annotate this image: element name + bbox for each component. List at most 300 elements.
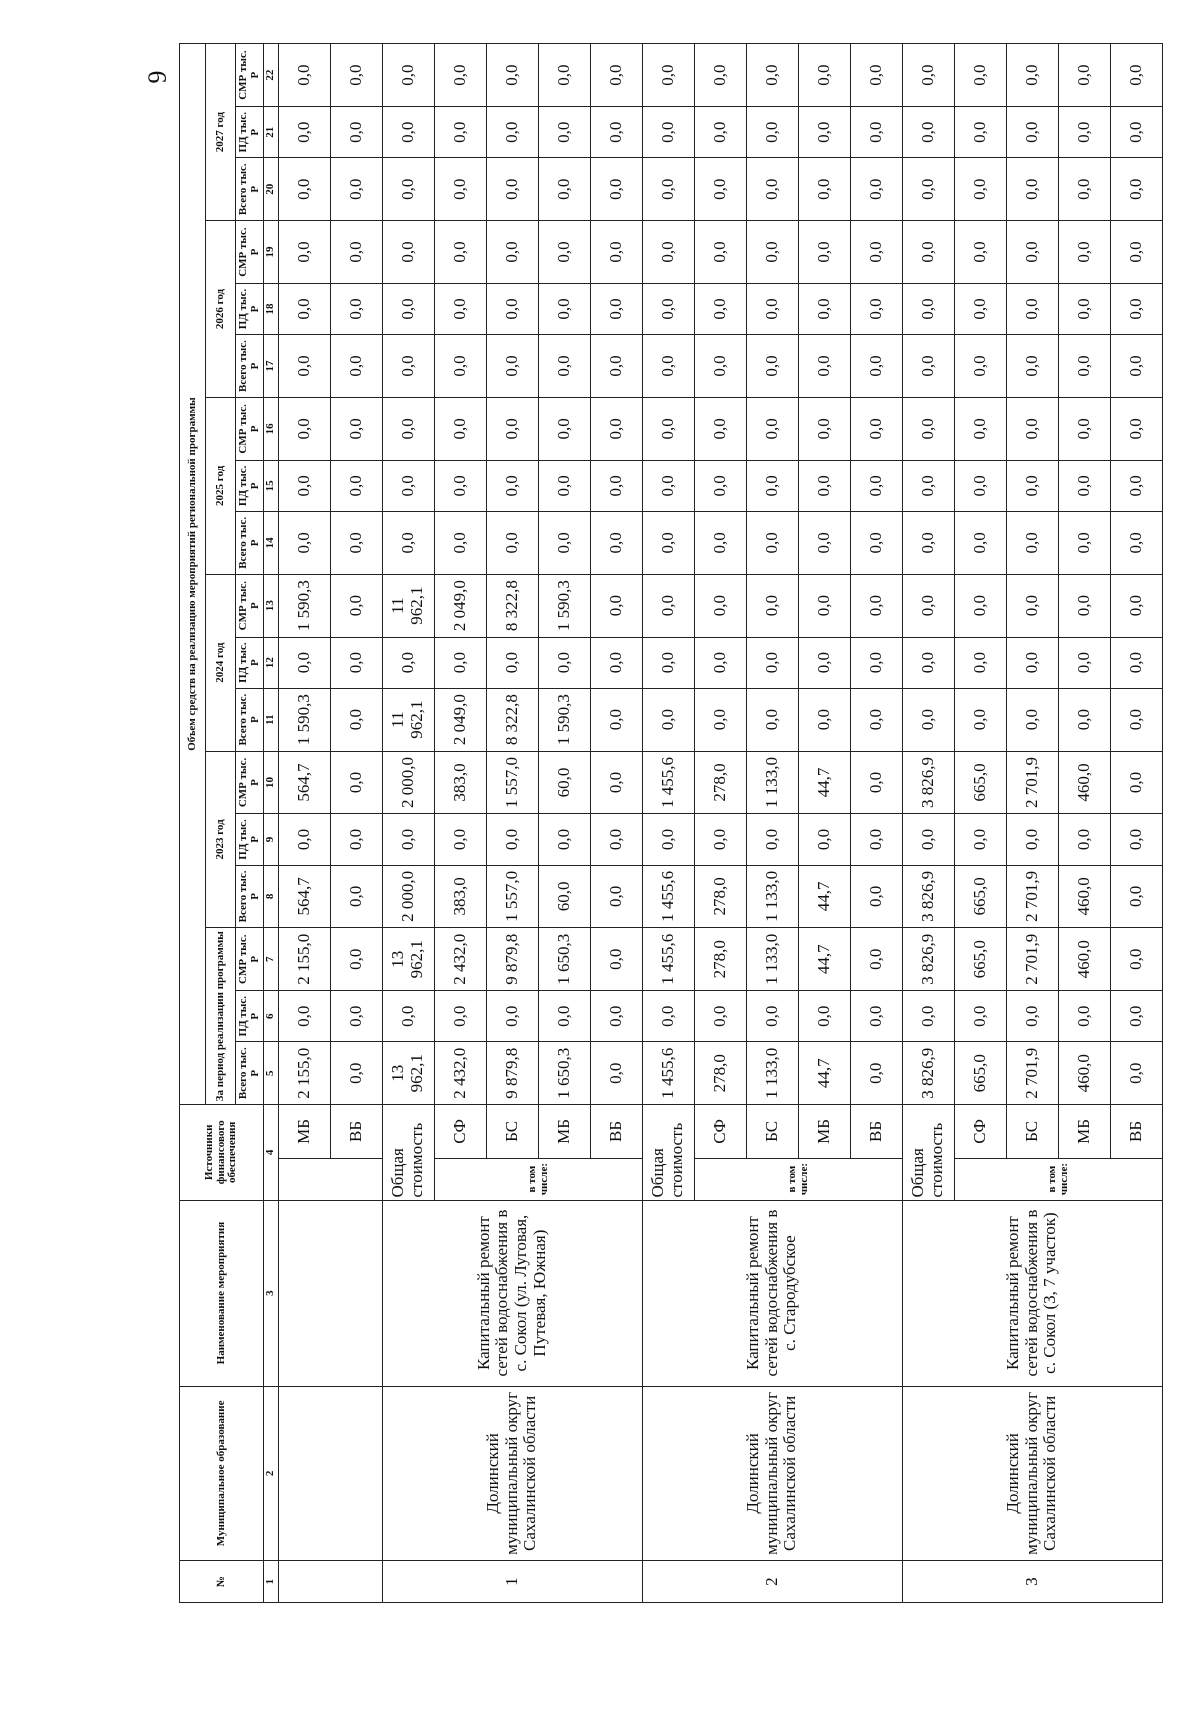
total-cost-label: Общая стоимость <box>642 1105 694 1200</box>
value-cell: 0,0 <box>590 460 642 511</box>
value-cell: 0,0 <box>590 283 642 334</box>
column-number: 15 <box>264 460 279 511</box>
value-cell: 0,0 <box>278 44 330 107</box>
value-cell: 1 590,3 <box>278 574 330 637</box>
value-cell: 0,0 <box>746 688 798 751</box>
value-cell: 0,0 <box>902 460 954 511</box>
value-cell: 0,0 <box>1110 511 1162 574</box>
table-row <box>902 44 954 1603</box>
value-cell: 0,0 <box>642 397 694 460</box>
value-cell: 1 455,6 <box>642 1042 694 1105</box>
value-cell: 0,0 <box>850 814 902 865</box>
value-cell: 0,0 <box>1006 511 1058 574</box>
value-cell: 665,0 <box>954 1042 1006 1105</box>
value-cell: 0,0 <box>1058 283 1110 334</box>
value-cell: 0,0 <box>642 991 694 1042</box>
value-cell: 0,0 <box>1110 814 1162 865</box>
value-cell: 0,0 <box>1058 107 1110 158</box>
value-cell: 0,0 <box>850 107 902 158</box>
value-cell: 0,0 <box>694 107 746 158</box>
column-number-row <box>264 44 279 1603</box>
value-cell: 0,0 <box>642 814 694 865</box>
value-cell: 0,0 <box>642 283 694 334</box>
value-cell: 0,0 <box>590 865 642 928</box>
value-cell: 0,0 <box>902 574 954 637</box>
value-cell: 0,0 <box>746 335 798 398</box>
table-row <box>642 44 694 1603</box>
value-cell: 0,0 <box>746 991 798 1042</box>
value-cell: 0,0 <box>486 637 538 688</box>
value-cell: 0,0 <box>330 751 382 814</box>
row-number: 3 <box>902 1561 1162 1603</box>
value-cell: 0,0 <box>486 158 538 221</box>
column-number: 9 <box>264 814 279 865</box>
value-cell: 0,0 <box>850 688 902 751</box>
value-cell: 0,0 <box>850 751 902 814</box>
measure-name: Капитальный ремонт сетей водоснабжения в с. Сокол (ул. Луговая, Путевая, Южная) <box>382 1200 642 1386</box>
value-cell: 665,0 <box>954 865 1006 928</box>
column-number: 18 <box>264 283 279 334</box>
value-cell: 0,0 <box>798 221 850 284</box>
value-cell: 0,0 <box>1006 335 1058 398</box>
row-number: 2 <box>642 1561 902 1603</box>
value-cell: 0,0 <box>850 991 902 1042</box>
value-cell: 0,0 <box>798 44 850 107</box>
value-cell: 0,0 <box>798 460 850 511</box>
column-number: 16 <box>264 397 279 460</box>
value-cell: 0,0 <box>1058 991 1110 1042</box>
value-cell: 0,0 <box>694 637 746 688</box>
value-cell: 0,0 <box>538 637 590 688</box>
value-cell: 0,0 <box>850 335 902 398</box>
source-cell: БС <box>746 1105 798 1159</box>
value-cell: 1 557,0 <box>486 751 538 814</box>
source-cell: МБ <box>538 1105 590 1159</box>
value-cell: 460,0 <box>1058 865 1110 928</box>
source-cell: СФ <box>954 1105 1006 1159</box>
subheader-cell: СМР тыс. Р <box>236 928 264 991</box>
header-period: За период реализации программы <box>206 928 236 1105</box>
value-cell: 0,0 <box>1110 397 1162 460</box>
value-cell: 0,0 <box>642 335 694 398</box>
value-cell: 0,0 <box>1058 814 1110 865</box>
value-cell: 0,0 <box>486 511 538 574</box>
value-cell: 0,0 <box>382 283 434 334</box>
source-cell: СФ <box>434 1105 486 1159</box>
value-cell: 44,7 <box>798 751 850 814</box>
value-cell: 665,0 <box>954 928 1006 991</box>
value-cell: 0,0 <box>278 511 330 574</box>
value-cell: 278,0 <box>694 928 746 991</box>
value-cell: 0,0 <box>746 574 798 637</box>
value-cell: 0,0 <box>850 1042 902 1105</box>
municipality: Долинский муниципальный округ Сахалинской области <box>382 1386 642 1560</box>
source-cell: ВБ <box>330 1105 382 1159</box>
municipality: Долинский муниципальный округ Сахалинской области <box>642 1386 902 1560</box>
value-cell: 0,0 <box>382 335 434 398</box>
value-cell: 0,0 <box>902 637 954 688</box>
value-cell: 0,0 <box>954 991 1006 1042</box>
value-cell: 8 322,8 <box>486 688 538 751</box>
value-cell: 0,0 <box>1058 574 1110 637</box>
value-cell: 0,0 <box>954 44 1006 107</box>
value-cell: 0,0 <box>382 814 434 865</box>
value-cell: 460,0 <box>1058 928 1110 991</box>
source-cell: МБ <box>1058 1105 1110 1159</box>
value-cell: 9 879,8 <box>486 928 538 991</box>
value-cell: 60,0 <box>538 751 590 814</box>
value-cell: 11 962,1 <box>382 688 434 751</box>
value-cell: 0,0 <box>850 397 902 460</box>
value-cell: 0,0 <box>902 688 954 751</box>
value-cell: 0,0 <box>954 221 1006 284</box>
value-cell: 0,0 <box>642 221 694 284</box>
subheader-cell: Всего тыс. Р <box>236 865 264 928</box>
cont-no <box>278 1561 382 1603</box>
value-cell: 0,0 <box>486 221 538 284</box>
program-funding-table <box>179 43 1163 1603</box>
value-cell: 1 590,3 <box>278 688 330 751</box>
value-cell: 0,0 <box>1110 107 1162 158</box>
column-number: 7 <box>264 928 279 991</box>
including-label: в том числе: <box>434 1158 642 1200</box>
table-body <box>278 44 1162 1603</box>
value-cell: 2 432,0 <box>434 928 486 991</box>
column-number: 10 <box>264 751 279 814</box>
column-number: 2 <box>264 1386 279 1560</box>
value-cell: 0,0 <box>1058 511 1110 574</box>
value-cell: 0,0 <box>1058 397 1110 460</box>
value-cell: 0,0 <box>330 574 382 637</box>
value-cell: 0,0 <box>642 637 694 688</box>
value-cell: 0,0 <box>694 44 746 107</box>
value-cell: 0,0 <box>382 107 434 158</box>
value-cell: 0,0 <box>330 928 382 991</box>
value-cell: 0,0 <box>1058 335 1110 398</box>
value-cell: 665,0 <box>954 751 1006 814</box>
value-cell: 0,0 <box>1006 397 1058 460</box>
rotated-table-wrapper <box>179 43 1145 1603</box>
subheader-cell: ПД тыс. Р <box>236 107 264 158</box>
value-cell: 0,0 <box>538 335 590 398</box>
value-cell: 0,0 <box>798 574 850 637</box>
value-cell: 0,0 <box>798 637 850 688</box>
value-cell: 0,0 <box>954 397 1006 460</box>
value-cell: 0,0 <box>642 158 694 221</box>
value-cell: 1 650,3 <box>538 1042 590 1105</box>
value-cell: 44,7 <box>798 928 850 991</box>
value-cell: 0,0 <box>746 283 798 334</box>
value-cell: 0,0 <box>1006 574 1058 637</box>
subheader-cell: СМР тыс. Р <box>236 751 264 814</box>
value-cell: 1 133,0 <box>746 865 798 928</box>
value-cell: 0,0 <box>746 397 798 460</box>
value-cell: 0,0 <box>1006 107 1058 158</box>
value-cell: 0,0 <box>382 511 434 574</box>
value-cell: 278,0 <box>694 751 746 814</box>
value-cell: 0,0 <box>590 44 642 107</box>
value-cell: 0,0 <box>798 283 850 334</box>
value-cell: 0,0 <box>746 511 798 574</box>
value-cell: 11 962,1 <box>382 574 434 637</box>
value-cell: 0,0 <box>954 688 1006 751</box>
value-cell: 0,0 <box>590 637 642 688</box>
value-cell: 0,0 <box>642 574 694 637</box>
value-cell: 383,0 <box>434 751 486 814</box>
value-cell: 0,0 <box>330 511 382 574</box>
value-cell: 0,0 <box>278 107 330 158</box>
value-cell: 0,0 <box>382 44 434 107</box>
page-number: 6 <box>142 70 172 84</box>
subheader-cell: СМР тыс. Р <box>236 397 264 460</box>
subheader-cell: ПД тыс. Р <box>236 283 264 334</box>
value-cell: 0,0 <box>850 865 902 928</box>
subheader-cell: СМР тыс. Р <box>236 221 264 284</box>
value-cell: 0,0 <box>538 158 590 221</box>
column-number: 3 <box>264 1200 279 1386</box>
value-cell: 0,0 <box>278 335 330 398</box>
value-cell: 0,0 <box>1110 460 1162 511</box>
value-cell: 0,0 <box>954 637 1006 688</box>
value-cell: 0,0 <box>1110 574 1162 637</box>
value-cell: 0,0 <box>486 107 538 158</box>
header-src: Источники финансового обеспечения <box>180 1105 264 1200</box>
value-cell: 0,0 <box>1110 928 1162 991</box>
value-cell: 0,0 <box>486 44 538 107</box>
measure-name: Капитальный ремонт сетей водоснабжения в с. Стародубское <box>642 1200 902 1386</box>
value-cell: 0,0 <box>850 460 902 511</box>
value-cell: 0,0 <box>330 637 382 688</box>
value-cell: 0,0 <box>902 158 954 221</box>
value-cell: 44,7 <box>798 1042 850 1105</box>
value-cell: 0,0 <box>486 460 538 511</box>
value-cell: 0,0 <box>330 158 382 221</box>
value-cell: 0,0 <box>694 397 746 460</box>
header-name: Наименование мероприятия <box>180 1200 264 1386</box>
value-cell: 0,0 <box>1006 221 1058 284</box>
value-cell: 2 701,9 <box>1006 928 1058 991</box>
value-cell: 0,0 <box>850 511 902 574</box>
value-cell: 0,0 <box>330 991 382 1042</box>
source-cell: СФ <box>694 1105 746 1159</box>
value-cell: 0,0 <box>1110 221 1162 284</box>
source-cell: БС <box>486 1105 538 1159</box>
value-cell: 0,0 <box>1110 751 1162 814</box>
value-cell: 0,0 <box>694 814 746 865</box>
value-cell: 0,0 <box>434 397 486 460</box>
value-cell: 0,0 <box>850 158 902 221</box>
value-cell: 0,0 <box>278 460 330 511</box>
column-number: 20 <box>264 158 279 221</box>
cont-mo <box>278 1386 382 1560</box>
value-cell: 0,0 <box>694 283 746 334</box>
subheader-cell: Всего тыс. Р <box>236 335 264 398</box>
value-cell: 0,0 <box>538 511 590 574</box>
subheader-cell: Всего тыс. Р <box>236 511 264 574</box>
column-number: 6 <box>264 991 279 1042</box>
column-number: 1 <box>264 1561 279 1603</box>
value-cell: 0,0 <box>278 637 330 688</box>
value-cell: 0,0 <box>902 991 954 1042</box>
value-cell: 0,0 <box>850 221 902 284</box>
value-cell: 1 455,6 <box>642 865 694 928</box>
value-cell: 0,0 <box>642 511 694 574</box>
header-year-2026: 2026 год <box>206 221 236 398</box>
value-cell: 0,0 <box>486 335 538 398</box>
value-cell: 278,0 <box>694 865 746 928</box>
value-cell: 0,0 <box>434 814 486 865</box>
value-cell: 0,0 <box>954 460 1006 511</box>
subheader-cell: ПД тыс. Р <box>236 991 264 1042</box>
value-cell: 0,0 <box>850 283 902 334</box>
value-cell: 564,7 <box>278 751 330 814</box>
value-cell: 0,0 <box>1110 688 1162 751</box>
value-cell: 0,0 <box>330 335 382 398</box>
source-cell: БС <box>1006 1105 1058 1159</box>
value-cell: 0,0 <box>746 637 798 688</box>
header-volume: Объем средств на реализацию мероприятий региональной программы <box>180 44 206 1105</box>
value-cell: 0,0 <box>1110 283 1162 334</box>
value-cell: 0,0 <box>1110 158 1162 221</box>
value-cell: 383,0 <box>434 865 486 928</box>
value-cell: 3 826,9 <box>902 1042 954 1105</box>
value-cell: 3 826,9 <box>902 865 954 928</box>
value-cell: 0,0 <box>746 221 798 284</box>
value-cell: 2 049,0 <box>434 688 486 751</box>
source-cell: ВБ <box>1110 1105 1162 1159</box>
value-cell: 0,0 <box>590 751 642 814</box>
column-number: 14 <box>264 511 279 574</box>
value-cell: 0,0 <box>590 574 642 637</box>
value-cell: 0,0 <box>902 397 954 460</box>
value-cell: 0,0 <box>486 814 538 865</box>
value-cell: 0,0 <box>278 397 330 460</box>
value-cell: 0,0 <box>1058 637 1110 688</box>
value-cell: 0,0 <box>1006 44 1058 107</box>
source-cell: ВБ <box>590 1105 642 1159</box>
value-cell: 0,0 <box>434 991 486 1042</box>
value-cell: 0,0 <box>590 158 642 221</box>
value-cell: 0,0 <box>1006 688 1058 751</box>
value-cell: 0,0 <box>382 637 434 688</box>
value-cell: 0,0 <box>746 460 798 511</box>
value-cell: 0,0 <box>538 44 590 107</box>
subheader-cell: Всего тыс. Р <box>236 158 264 221</box>
column-number: 11 <box>264 688 279 751</box>
header-no: № <box>180 1561 264 1603</box>
value-cell: 2 701,9 <box>1006 865 1058 928</box>
value-cell: 2 155,0 <box>278 928 330 991</box>
value-cell: 0,0 <box>330 1042 382 1105</box>
table-row <box>278 44 330 1603</box>
source-cell: МБ <box>798 1105 850 1159</box>
value-cell: 0,0 <box>642 44 694 107</box>
value-cell: 0,0 <box>278 814 330 865</box>
value-cell: 0,0 <box>642 460 694 511</box>
value-cell: 1 455,6 <box>642 928 694 991</box>
value-cell: 0,0 <box>642 688 694 751</box>
column-number: 13 <box>264 574 279 637</box>
value-cell: 0,0 <box>902 221 954 284</box>
value-cell: 0,0 <box>850 637 902 688</box>
measure-name: Капитальный ремонт сетей водоснабжения в с. Сокол (3, 7 участок) <box>902 1200 1162 1386</box>
value-cell: 0,0 <box>278 158 330 221</box>
value-cell: 0,0 <box>1058 158 1110 221</box>
value-cell: 0,0 <box>538 814 590 865</box>
value-cell: 9 879,8 <box>486 1042 538 1105</box>
value-cell: 0,0 <box>382 460 434 511</box>
value-cell: 0,0 <box>538 991 590 1042</box>
value-cell: 0,0 <box>902 814 954 865</box>
header-year-2024: 2024 год <box>206 574 236 751</box>
value-cell: 0,0 <box>1110 44 1162 107</box>
value-cell: 2 000,0 <box>382 865 434 928</box>
subheader-cell: СМР тыс. Р <box>236 574 264 637</box>
subheader-cell: Всего тыс. Р <box>236 688 264 751</box>
value-cell: 0,0 <box>902 283 954 334</box>
value-cell: 460,0 <box>1058 1042 1110 1105</box>
value-cell: 1 590,3 <box>538 688 590 751</box>
value-cell: 0,0 <box>954 511 1006 574</box>
total-cost-label: Общая стоимость <box>382 1105 434 1200</box>
value-cell: 0,0 <box>642 107 694 158</box>
value-cell: 0,0 <box>694 158 746 221</box>
value-cell: 0,0 <box>954 574 1006 637</box>
subheader-cell: ПД тыс. Р <box>236 814 264 865</box>
value-cell: 0,0 <box>694 991 746 1042</box>
value-cell: 0,0 <box>382 991 434 1042</box>
value-cell: 0,0 <box>798 814 850 865</box>
value-cell: 0,0 <box>590 688 642 751</box>
including-label: в том числе: <box>694 1158 902 1200</box>
value-cell: 0,0 <box>590 335 642 398</box>
value-cell: 0,0 <box>590 511 642 574</box>
column-number: 12 <box>264 637 279 688</box>
value-cell: 0,0 <box>330 814 382 865</box>
value-cell: 0,0 <box>954 814 1006 865</box>
table-row <box>382 44 434 1603</box>
value-cell: 13 962,1 <box>382 928 434 991</box>
value-cell: 0,0 <box>954 335 1006 398</box>
row-number: 1 <box>382 1561 642 1603</box>
source-cell: МБ <box>278 1105 330 1159</box>
value-cell: 0,0 <box>798 158 850 221</box>
value-cell: 2 701,9 <box>1006 751 1058 814</box>
value-cell: 0,0 <box>798 397 850 460</box>
value-cell: 0,0 <box>1006 283 1058 334</box>
column-number: 21 <box>264 107 279 158</box>
municipality: Долинский муниципальный округ Сахалинской области <box>902 1386 1162 1560</box>
value-cell: 0,0 <box>1110 335 1162 398</box>
value-cell: 0,0 <box>330 107 382 158</box>
value-cell: 0,0 <box>1006 460 1058 511</box>
value-cell: 2 000,0 <box>382 751 434 814</box>
value-cell: 0,0 <box>590 928 642 991</box>
value-cell: 0,0 <box>330 44 382 107</box>
value-cell: 0,0 <box>590 1042 642 1105</box>
value-cell: 2 701,9 <box>1006 1042 1058 1105</box>
cont-incl <box>278 1158 382 1200</box>
value-cell: 0,0 <box>954 107 1006 158</box>
value-cell: 0,0 <box>434 221 486 284</box>
value-cell: 0,0 <box>1006 991 1058 1042</box>
value-cell: 13 962,1 <box>382 1042 434 1105</box>
value-cell: 0,0 <box>434 158 486 221</box>
value-cell: 0,0 <box>382 221 434 284</box>
value-cell: 60,0 <box>538 865 590 928</box>
value-cell: 0,0 <box>538 283 590 334</box>
value-cell: 0,0 <box>434 283 486 334</box>
